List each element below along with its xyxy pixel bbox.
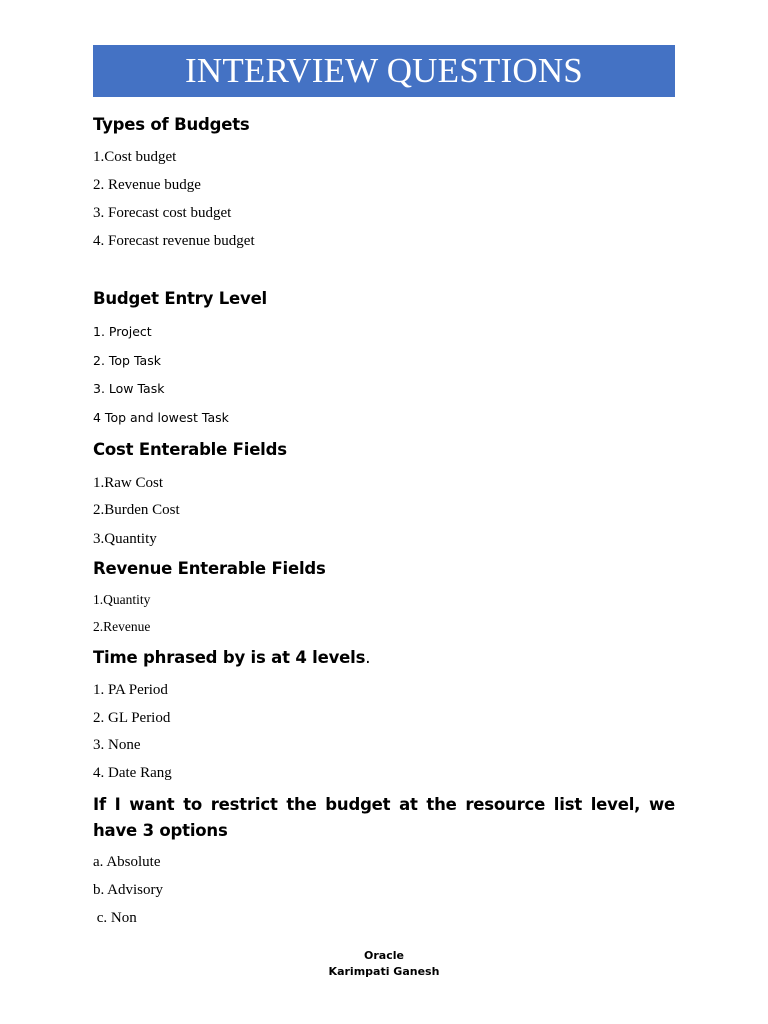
- section-heading-revenue-enterable-fields: Revenue Enterable Fields: [93, 559, 326, 578]
- list-item: c. Non: [93, 910, 137, 926]
- list-item: 3. Forecast cost budget: [93, 205, 232, 221]
- section-heading-restrict-budget: If I want to restrict the budget at the resource list level, we have 3 options: [93, 795, 675, 840]
- list-item: 2. Revenue budge: [93, 177, 201, 193]
- section-heading-types-of-budgets: Types of Budgets: [93, 115, 250, 134]
- list-item: 4. Forecast revenue budget: [93, 233, 255, 249]
- list-item: b. Advisory: [93, 882, 164, 898]
- list-item: 3. None: [93, 737, 141, 753]
- list-item: a. Absolute: [93, 854, 161, 870]
- list-item: 2. Top Task: [93, 353, 161, 368]
- section-heading-budget-entry-level: Budget Entry Level: [93, 289, 268, 308]
- footer-line-oracle: Oracle: [364, 949, 404, 962]
- list-item: 1. Project: [93, 324, 152, 339]
- list-item: 1.Cost budget: [93, 149, 177, 165]
- list-item: 2. GL Period: [93, 710, 171, 726]
- heading-period: .: [365, 648, 371, 667]
- page-title-banner: [93, 45, 675, 97]
- list-item: 1.Raw Cost: [93, 475, 164, 491]
- section-heading-cost-enterable-fields: Cost Enterable Fields: [93, 440, 287, 459]
- list-item: 3. Low Task: [93, 381, 165, 396]
- list-item: 1.Quantity: [93, 592, 151, 607]
- list-item: 4. Date Rang: [93, 765, 172, 781]
- footer-line-author: Karimpati Ganesh: [328, 965, 440, 978]
- list-item: 3.Quantity: [93, 531, 157, 547]
- list-item: 4 Top and lowest Task: [93, 410, 229, 425]
- list-item: 1. PA Period: [93, 682, 168, 698]
- section-heading-text: Time phrased by is at 4 levels: [93, 648, 366, 667]
- list-item: 2.Burden Cost: [93, 502, 180, 518]
- list-item: 2.Revenue: [93, 619, 151, 634]
- page-title: INTERVIEW QUESTIONS: [185, 51, 583, 90]
- section-heading-time-phrased: [93, 647, 370, 669]
